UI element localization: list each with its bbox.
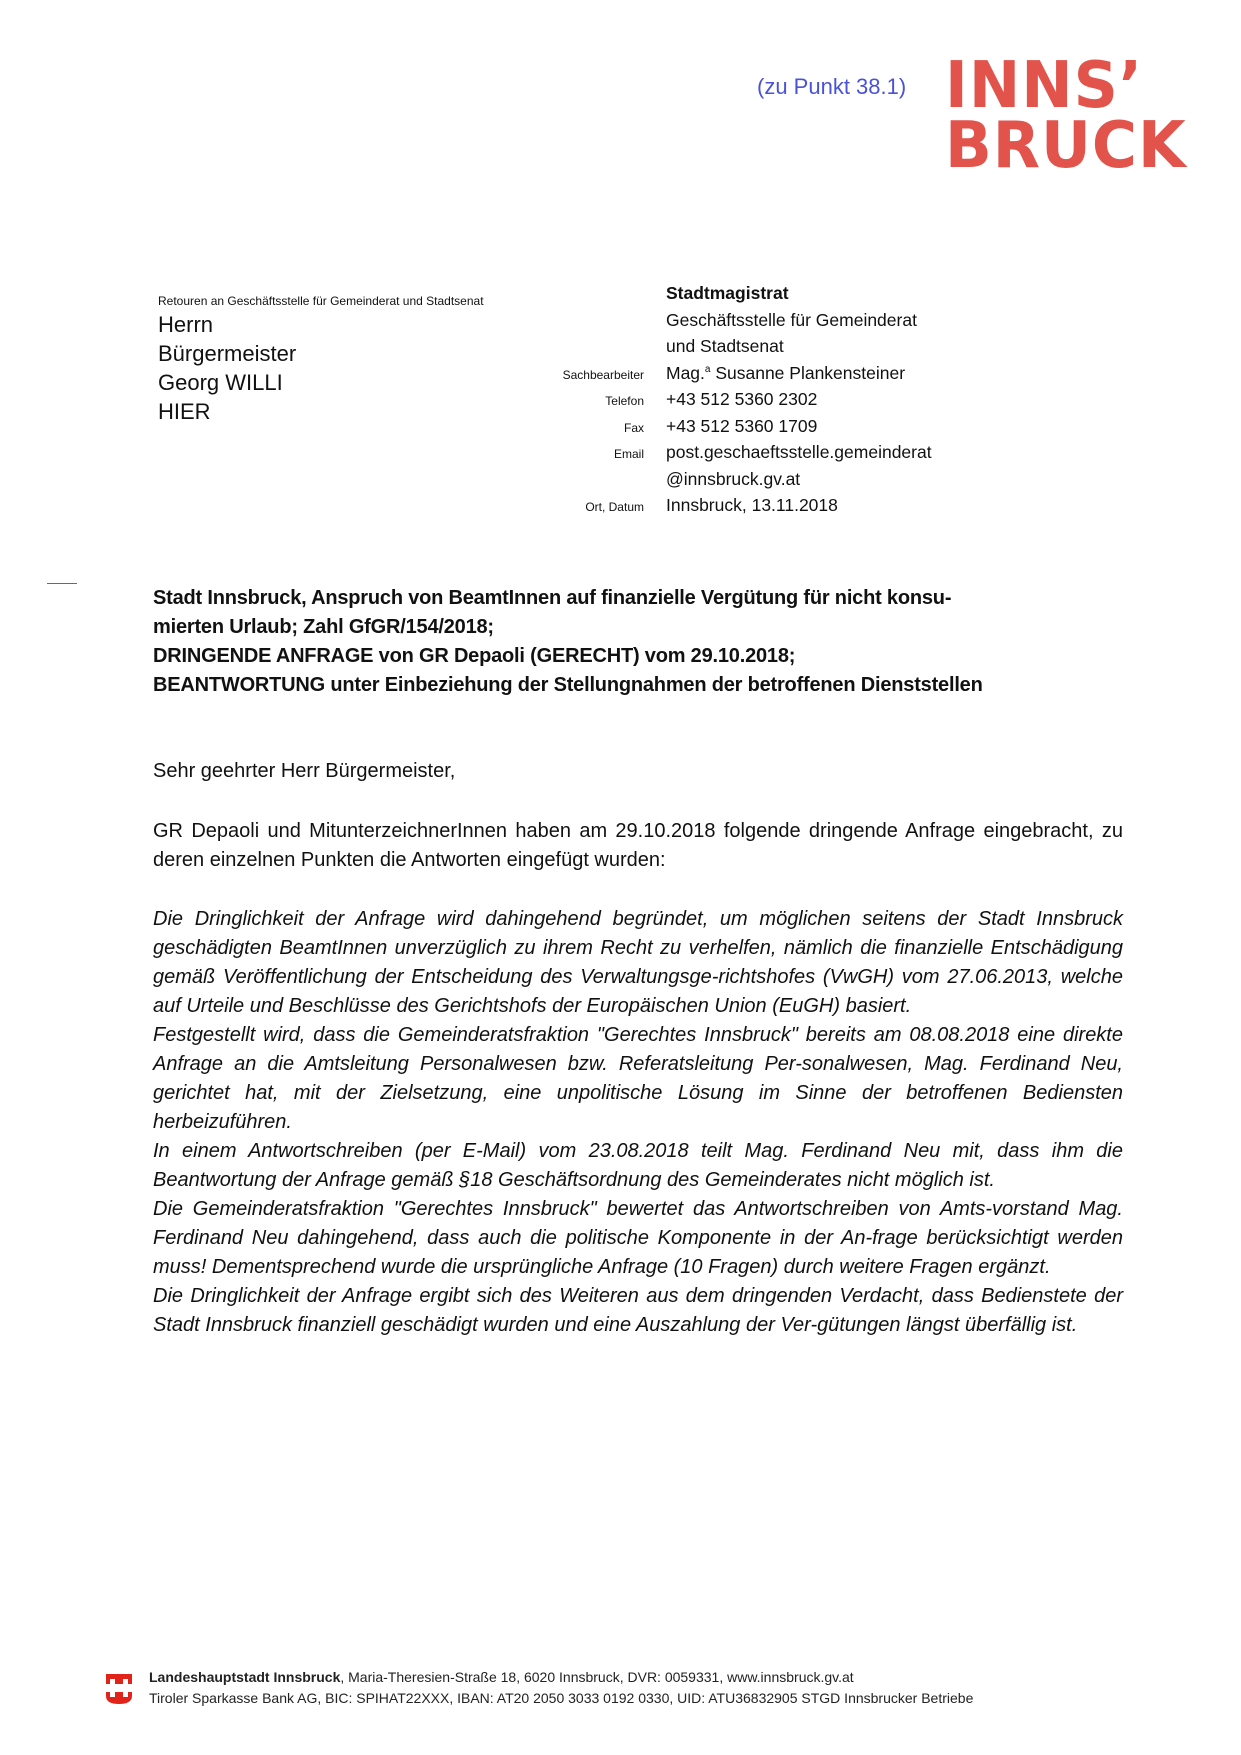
sender-row-fax <box>560 416 1040 443</box>
innsbruck-logo <box>945 49 1190 183</box>
clerk-name: Mag.$^a$ Susanne Plankensteiner <box>666 362 906 383</box>
recipient-line: Bürgermeister <box>158 341 297 366</box>
sender-row-clerk <box>560 363 1040 390</box>
phone-label: Telefon <box>605 394 644 408</box>
fold-mark <box>47 583 77 584</box>
subject-line: mierten Urlaub; Zahl GfGR/154/2018; <box>153 616 494 638</box>
sender-row-date <box>560 495 1040 522</box>
quoted-paragraph: Die Dringlichkeit der Anfrage wird dahingehend begründet, um möglichen seitens der Stadt Innsbruck geschädigten BeamtInnen unverzüglich zu ihrem Recht zu verhelfen, nämlich die finanzielle Entschädigung gemäß Veröffentlichung der Entscheidung des Verwaltungsge-richtshofes (VwGH) vom 27.06.2013, welche auf Urteile und Beschlüsse des Gerichtshofs der Europäischen Union (EuGH) basiert. <box>153 908 1123 1017</box>
logo-line-bruck: BRUCK <box>945 109 1187 183</box>
subject-line: Stadt Innsbruck, Anspruch von BeamtInnen auf finanzielle Vergütung für nicht konsu- <box>153 587 952 609</box>
sender-row-email <box>560 442 1040 469</box>
place-date-label: Ort, Datum <box>585 500 644 514</box>
footer-line-1: Landeshauptstadt Innsbruck, Maria-Theresien-Straße 18, 6020 Innsbruck, DVR: 0059331, www.innsbruck.gv.at <box>149 1669 854 1685</box>
subject-line: DRINGENDE ANFRAGE von GR Depaoli (GERECHT) vom 29.10.2018; <box>153 645 796 667</box>
intro-paragraph: GR Depaoli und MitunterzeichnerInnen haben am 29.10.2018 folgende dringende Anfrage eingebracht, zu deren einzelnen Punkten die Antworten eingefügt wurden: <box>153 820 1123 871</box>
quoted-paragraph: In einem Antwortschreiben (per E-Mail) vom 23.08.2018 teilt Mag. Ferdinand Neu mit, dass ihm die Beantwortung der Anfrage gemäß §18 Geschäftsordnung des Gemeinderates nicht möglich ist. <box>153 1140 1123 1191</box>
agenda-reference-note: (zu Punkt 38.1) <box>757 74 907 99</box>
salutation: Sehr geehrter Herr Bürgermeister, <box>153 760 456 782</box>
innsbruck-coat-of-arms-icon <box>104 1670 134 1706</box>
sender-row-email2 <box>560 469 1040 496</box>
phone-value: +43 512 5360 2302 <box>666 389 818 409</box>
fax-label: Fax <box>623 420 644 435</box>
quoted-paragraph: Festgestellt wird, dass die Gemeinderatsfraktion "Gerechtes Innsbruck" bereits am 08.08.2018 eine direkte Anfrage an die Amtsleitung Personalwesen bzw. Referatsleitung Per-sonalwesen, Mag. Ferdinand Neu, gerichtet hat, mit der Zielsetzung, eine unpolitische Lösung im Sinne der betroffenen Bediensten herbeizuführen. <box>153 1024 1123 1133</box>
email-label: Email <box>613 447 644 461</box>
sender-department-line1: Geschäftsstelle für Gemeinderat <box>666 309 917 330</box>
sender-row-organization <box>560 283 1040 310</box>
sender-department-line2: und Stadtsenat <box>666 336 784 356</box>
logo-line-inns: INNS’ <box>945 49 1144 123</box>
fax-value: +43 512 5360 1709 <box>666 415 818 436</box>
recipient-line: Herrn <box>158 312 214 337</box>
return-address-line: Retouren an Geschäftsstelle für Gemeinderat und Stadtsenat <box>158 294 484 308</box>
email-value-line1: post.geschaeftsstelle.gemeinderat <box>666 442 932 462</box>
quoted-paragraph: Die Dringlichkeit der Anfrage ergibt sich des Weiteren aus dem dringenden Verdacht, dass Bedienstete der Stadt Innsbruck finanziell geschädigt wurden und eine Auszahlung der Ver-gütungen längst überfällig ist. <box>153 1285 1123 1336</box>
recipient-address <box>158 310 296 426</box>
sender-info-block <box>560 283 1040 522</box>
subject-heading <box>153 584 1123 700</box>
quoted-inquiry <box>153 905 1123 1340</box>
footer-line-2: Tiroler Sparkasse Bank AG, BIC: SPIHAT22XXX, IBAN: AT20 2050 3033 0192 0330, UID: ATU36832905 STGD Innsbrucker Betriebe <box>149 1690 974 1706</box>
sender-row-phone <box>560 389 1040 416</box>
subject-line: BEANTWORTUNG unter Einbeziehung der Stellungnahmen der betroffenen Dienststellen <box>153 674 983 696</box>
email-value-line2: @innsbruck.gv.at <box>666 468 801 489</box>
recipient-line: Georg WILLI <box>158 370 283 395</box>
footer-text <box>149 1667 973 1709</box>
sender-organization: Stadtmagistrat <box>666 283 789 303</box>
sender-row-department2 <box>560 336 1040 363</box>
place-date-value: Innsbruck, 13.11.2018 <box>666 495 838 515</box>
sender-row-department <box>560 310 1040 337</box>
clerk-label: Sachbearbeiter <box>562 367 644 382</box>
quoted-paragraph: Die Gemeinderatsfraktion "Gerechtes Innsbruck" bewertet das Antwortschreiben von Amts-vorstand Mag. Ferdinand Neu dahingehend, dass auch die politische Komponente in der An-frage berücksichtigt werden muss! Dementsprechend wurde die ursprüngliche Anfrage (10 Fragen) durch weitere Fragen ergänzt. <box>153 1198 1123 1278</box>
recipient-line: HIER <box>158 399 211 424</box>
